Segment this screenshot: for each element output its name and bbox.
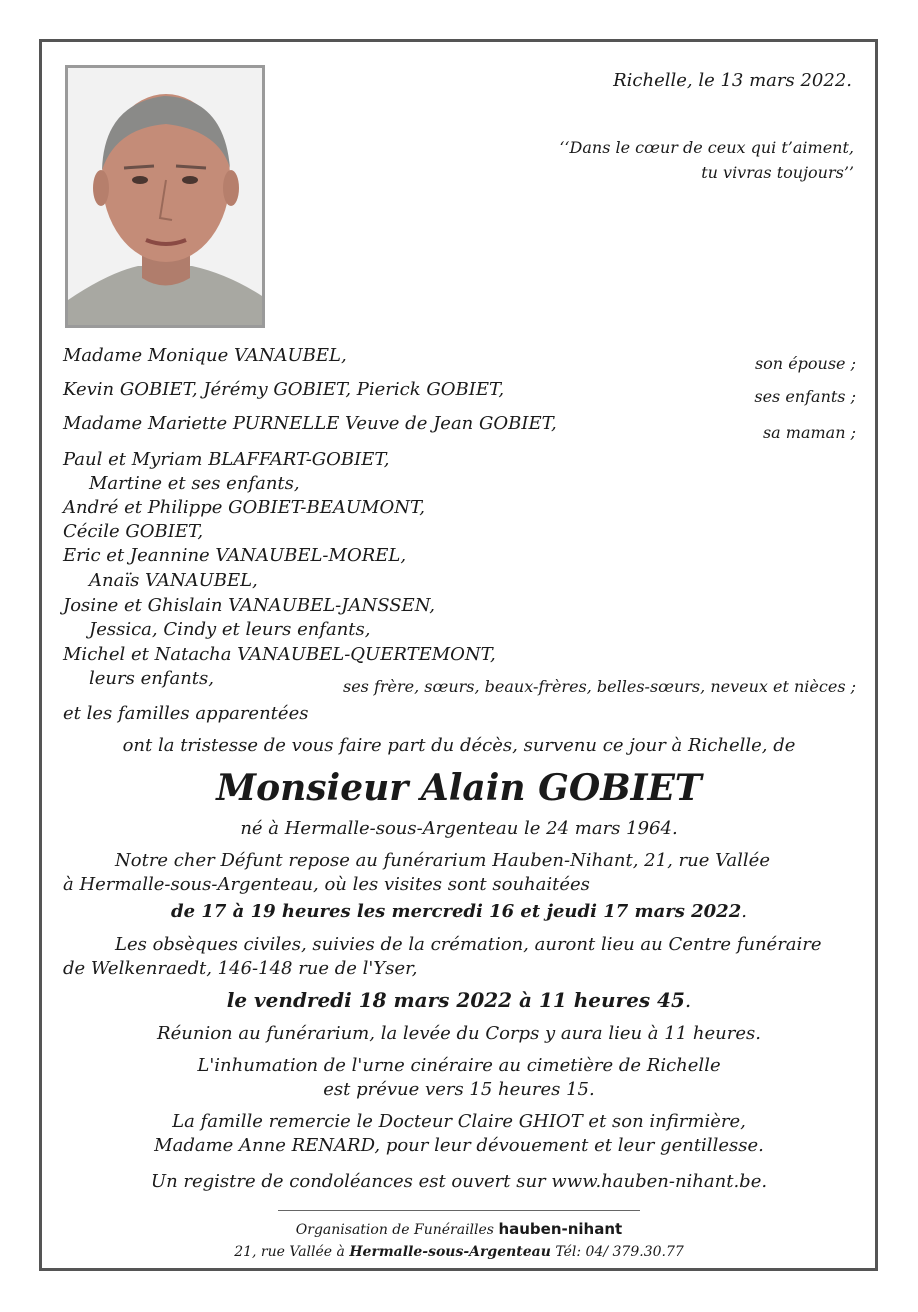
thanks-line-2: Madame Anne RENARD, pour leur dévouement et leur gentillesse. <box>154 1135 764 1156</box>
visiting-hours-text: de 17 à 19 heures les mercredi 16 et jeudi 17 mars 2022 <box>171 901 742 922</box>
siblings-role: ses frère, sœurs, beaux-frères, belles-sœurs, neveux et nièces ; <box>343 677 856 696</box>
spouse-role: son épouse ; <box>754 354 856 373</box>
quote-line-1: ‘‘Dans le cœur de ceux qui t’aiment, <box>559 138 854 157</box>
rest-line-2: à Hermalle-sous-Argenteau, où les visites sont souhaitées <box>63 874 590 895</box>
footer-town: Hermalle-sous-Argenteau <box>349 1244 551 1260</box>
sibling-line: leurs enfants, <box>89 668 214 689</box>
sibling-line: Martine et ses enfants, <box>89 473 300 494</box>
funeral-date <box>0 987 918 1013</box>
related-families: et les familles apparentées <box>63 703 309 724</box>
sibling-line: Paul et Myriam BLAFFART-GOBIET, <box>63 449 390 470</box>
place-date: Richelle, le 13 mars 2022. <box>613 70 852 91</box>
footer-address <box>0 1243 918 1261</box>
spouse-name: Madame Monique VANAUBEL, <box>63 345 347 366</box>
thanks-line-1: La famille remercie le Docteur Claire GHIOT et son infirmière, <box>172 1111 746 1132</box>
sibling-line: André et Philippe GOBIET-BEAUMONT, <box>63 497 426 518</box>
announcement: ont la tristesse de vous faire part du décès, survenu ce jour à Richelle, de <box>122 735 796 756</box>
portrait-photo <box>65 65 265 328</box>
footer-street: 21, rue Vallée à <box>234 1244 345 1260</box>
sibling-line: Michel et Natacha VANAUBEL-QUERTEMONT, <box>63 644 496 665</box>
reunion-info: Réunion au funérarium, la levée du Corps y aura lieu à 11 heures. <box>157 1023 761 1044</box>
deceased-name: Monsieur Alain GOBIET <box>216 767 702 809</box>
funeral-line-2: de Welkenraedt, 146-148 rue de l'Yser, <box>63 958 418 979</box>
sibling-line: Eric et Jeannine VANAUBEL-MOREL, <box>63 545 407 566</box>
mother-name: Madame Mariette PURNELLE Veuve de Jean GOBIET, <box>63 413 557 434</box>
birth-info: né à Hermalle-sous-Argenteau le 24 mars 1964. <box>240 818 678 839</box>
visiting-hours-period: . <box>741 901 747 922</box>
footer-org-label: Organisation de Funérailles <box>295 1222 494 1238</box>
footer-divider <box>278 1210 640 1211</box>
brand-logo: hauben-nihant <box>498 1220 623 1238</box>
urn-line-1: L'inhumation de l'urne cinéraire au cimetière de Richelle <box>197 1055 721 1076</box>
children-role: ses enfants ; <box>754 387 856 406</box>
mother-role: sa maman ; <box>762 423 856 442</box>
footer-organisation <box>0 1220 918 1239</box>
footer-phone: Tél: 04/ 379.30.77 <box>555 1244 684 1260</box>
funeral-date-text: le vendredi 18 mars 2022 à 11 heures 45 <box>226 988 685 1012</box>
visiting-hours <box>0 901 918 923</box>
children-names: Kevin GOBIET, Jérémy GOBIET, Pierick GOBIET, <box>63 379 505 400</box>
sibling-line: Josine et Ghislain VANAUBEL-JANSSEN, <box>63 595 436 616</box>
sibling-line: Jessica, Cindy et leurs enfants, <box>89 619 371 640</box>
funeral-date-period: . <box>684 988 692 1012</box>
rest-line-1: Notre cher Défunt repose au funérarium Hauben-Nihant, 21, rue Vallée <box>115 850 770 871</box>
condolence-register: Un registre de condoléances est ouvert sur www.hauben-nihant.be. <box>150 1171 768 1192</box>
sibling-line: Cécile GOBIET, <box>63 521 204 542</box>
funeral-line-1: Les obsèques civiles, suivies de la crémation, auront lieu au Centre funéraire <box>115 934 822 955</box>
sibling-line: Anaïs VANAUBEL, <box>89 570 258 591</box>
quote-line-2: tu vivras toujours’’ <box>701 163 854 182</box>
urn-line-2: est prévue vers 15 heures 15. <box>323 1079 595 1100</box>
